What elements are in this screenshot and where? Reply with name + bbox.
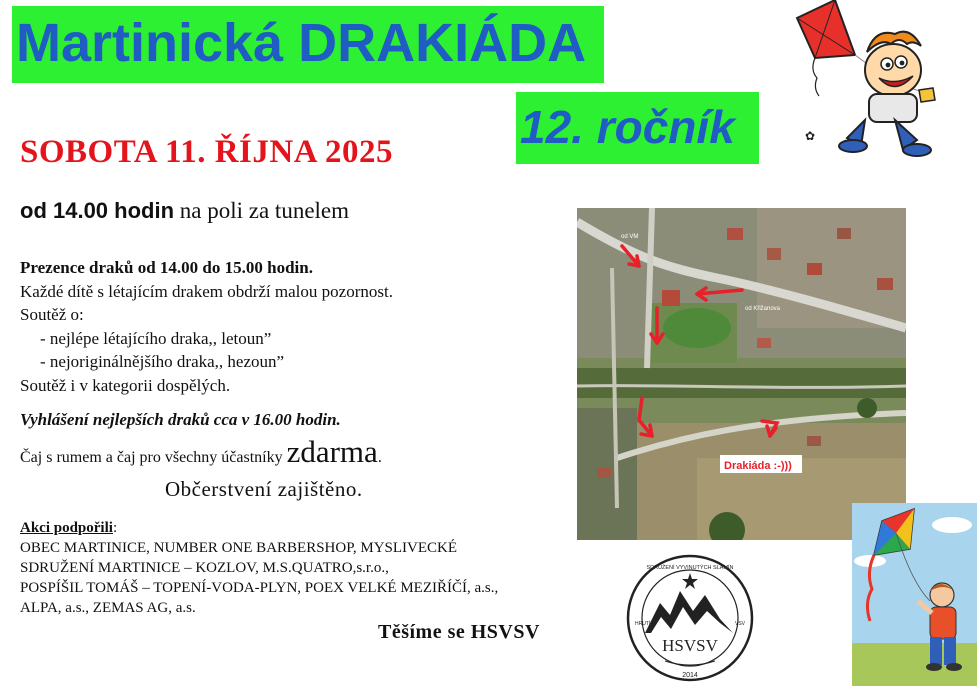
registration-line: Prezence draků od 14.00 do 15.00 hodin.	[20, 258, 313, 277]
map-label-vm: od VM	[621, 234, 639, 240]
sponsors-heading: Akci podpořili	[20, 520, 113, 536]
start-time: od 14.00 hodin	[20, 198, 175, 223]
sponsor-line: ALPA, a.s., ZEMAS AG, a.s.	[20, 600, 196, 616]
contest-item: - nejlépe létajícího draka,, letoun”	[40, 328, 272, 348]
time-place	[20, 198, 349, 224]
contest-intro: Soutěž o:	[20, 305, 84, 324]
map-label-spot: Drakiáda :-)))	[724, 460, 792, 472]
map-label-krizanov: od Křižanova	[745, 306, 781, 312]
logo-text: HSVSV	[662, 636, 718, 655]
details-block	[20, 256, 393, 397]
gift-line: Každé dítě s létajícím drakem obdrží malou pozornost.	[20, 281, 393, 301]
announcement-line: Vyhlášení nejlepších draků cca v 16.00 hodin.	[20, 410, 341, 429]
hsvsv-logo	[625, 553, 755, 683]
refreshments-line: Občerstvení zajištěno.	[165, 477, 363, 501]
edition-label: 12. ročník	[520, 101, 735, 153]
sponsor-line: POSPÍŠIL TOMÁŠ – TOPENÍ-VODA-PLYN, POEX VELKÉ MEZIŘÍČÍ, a.s.,	[20, 580, 499, 596]
sponsors-block	[20, 518, 498, 618]
sponsors-colon: :	[112, 520, 118, 536]
greeting: Těšíme se HSVSV	[378, 621, 540, 643]
logo-ring-right: VSV	[735, 621, 746, 627]
svg-text:✿: ✿	[805, 129, 816, 143]
page-title: Martinická DRAKIÁDA	[16, 13, 587, 73]
sponsor-line: SDRUŽENÍ MARTINICE – KOZLOV, M.S.QUATRO,s.r.o.,	[20, 560, 389, 576]
tea-text: Čaj s rumem a čaj pro všechny účastníky	[20, 449, 287, 466]
place: na poli za tunelem	[174, 198, 350, 223]
tea-free: zdarma	[286, 434, 378, 469]
logo-ring-top: SDRUŽENÍ VYVINUTÝCH SLAMÍN	[646, 565, 734, 571]
tea-end: .	[377, 449, 382, 466]
contest-item: - nejoriginálnějšího draka,, hezoun”	[40, 352, 285, 371]
adults-line: Soutěž i v kategorii dospělých.	[20, 375, 231, 395]
kite-child-illustration	[852, 503, 977, 686]
aerial-map	[577, 208, 906, 540]
sponsor-line: OBEC MARTINICE, NUMBER ONE BARBERSHOP, MYSLIVECKÉ	[20, 540, 458, 556]
tea-line	[20, 434, 382, 470]
logo-year: 2014	[682, 672, 698, 679]
logo-ring-left: HRUTÍ	[635, 621, 651, 627]
kite-boy-illustration	[795, 0, 945, 160]
event-date: SOBOTA 11. ŘÍJNA 2025	[20, 134, 393, 170]
